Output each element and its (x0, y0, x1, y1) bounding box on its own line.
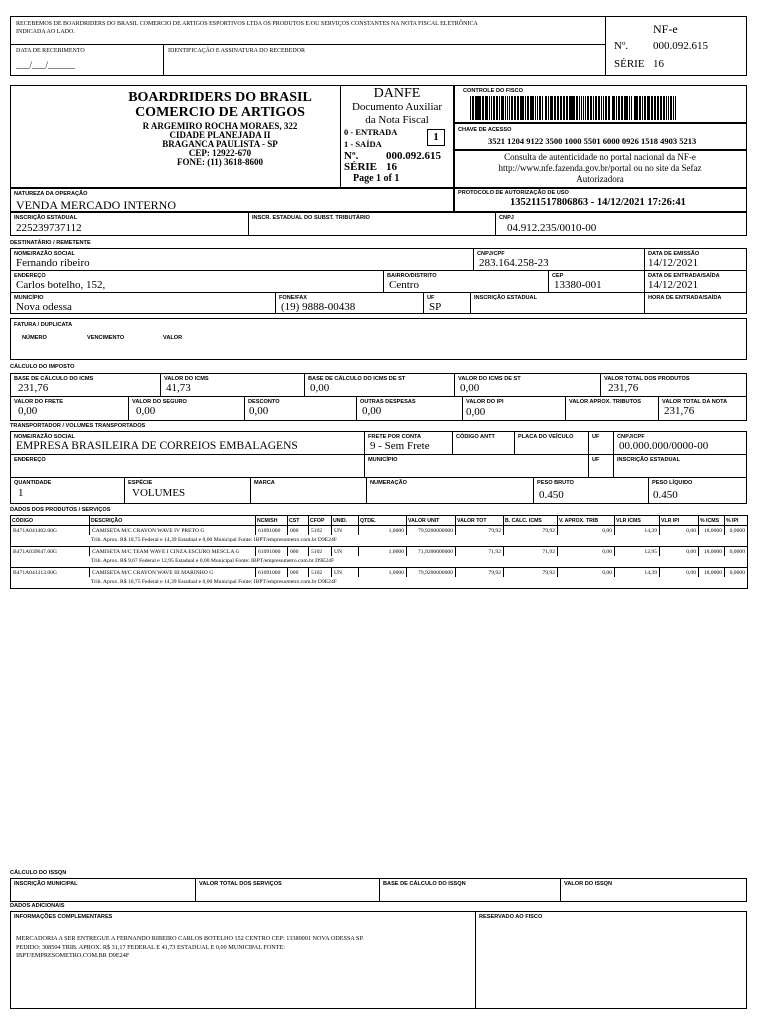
item-vicms: 14,39 (615, 526, 660, 536)
barcode-bar (668, 96, 669, 120)
divider (248, 212, 249, 236)
divider (160, 373, 161, 396)
col-header: % ICMS (699, 516, 725, 526)
issqn-v-label: VALOR DO ISSQN (564, 881, 613, 887)
col-header: VLR ICMS (615, 516, 660, 526)
item-vipi: 0,00 (660, 526, 699, 536)
issqn-section: CÁLCULO DO ISSQN (10, 870, 67, 876)
barcode-bar (593, 96, 594, 120)
transp-especie-label: ESPÉCIE (128, 480, 153, 486)
item-vtot: 71,92 (456, 547, 504, 557)
divider (275, 292, 276, 314)
canhoto-numero-label: Nº. (614, 40, 629, 52)
divider (128, 396, 129, 421)
dest-municipio-value: Nova odessa (16, 301, 72, 313)
transp-bruto-label: PESO BRUTO (537, 480, 574, 486)
seguro-label: VALOR DO SEGURO (132, 399, 187, 405)
item-cfop: 5102 (309, 568, 332, 578)
danfe-serie-label: SÉRIE (344, 161, 378, 173)
barcode-bar (576, 96, 578, 120)
divider (600, 373, 601, 396)
divider (644, 248, 645, 314)
item-unid: UN (332, 568, 359, 578)
barcode-bar (629, 96, 630, 120)
barcode-bar (514, 96, 516, 120)
dest-bairro-label: BAIRRO/DISTRITO (387, 273, 437, 279)
barcode-bar (525, 96, 526, 120)
item-pipi: 0,0000 (725, 547, 748, 557)
canhoto-serie: 16 (653, 58, 664, 70)
item-bcicms: 71,92 (504, 547, 558, 557)
transp-bruto-value: 0.450 (539, 489, 564, 501)
item-ibpt: Trib. Aprox. R$ 9,67 Federal e 12,95 Estadual e 0,00 Municipal Fonte: IBPT/empresometro.com.br D9E24F (11, 556, 748, 568)
divider (304, 373, 305, 396)
canhoto-text: RECEBEMOS DE BOARDRIDERS DO BRASIL COMERCIO DE ARTIGOS ESPORTIVOS LTDA OS PRODUTOS E/OU SERVIÇOS CONSTANTES NA NOTA FISCAL ELETRÔNICA INDICADA AO LADO. (16, 21, 478, 35)
transp-uf2-label: UF (592, 457, 600, 463)
produtos-header-row (11, 516, 748, 526)
protocolo-label: PROTOCOLO DE AUTORIZAÇÃO DE USO (458, 190, 569, 196)
divider (560, 878, 561, 902)
fatura-valor: VALOR (163, 335, 183, 341)
data-recebimento-label: DATA DE RECEBIMENTO (16, 48, 85, 54)
v-prod-value: 231,76 (608, 382, 639, 394)
emitente-nome-2: COMERCIO DE ARTIGOS (135, 105, 305, 120)
col-header: VALOR TOT (456, 516, 504, 526)
table-row-ibpt (11, 556, 748, 568)
transp-qtd-value: 1 (18, 487, 24, 499)
barcode-bar (608, 96, 610, 120)
total-value: 231,76 (664, 405, 695, 417)
barcode-bar (622, 96, 623, 120)
barcode-bar (599, 96, 600, 120)
transp-frete-value: 9 - Sem Frete (370, 440, 430, 452)
divider (565, 396, 566, 421)
barcode-bar (648, 96, 650, 120)
transp-liquido-label: PESO LÍQUIDO (652, 480, 693, 486)
item-picms: 18,0000 (699, 547, 725, 557)
produtos-table (10, 515, 748, 589)
barcode-bar (590, 96, 592, 120)
imposto-section: CÁLCULO DO IMPOSTO (10, 364, 75, 370)
ipi-label: VALOR DO IPI (466, 399, 504, 405)
danfe-sub-2: da Nota Fiscal (365, 114, 429, 126)
emitente-cidade: BRAGANCA PAULISTA - SP (162, 139, 278, 149)
divider (548, 270, 549, 292)
barcode-bar (603, 96, 604, 120)
canhoto-numero: 000.092.615 (653, 40, 708, 52)
item-vtot: 79,92 (456, 526, 504, 536)
dest-fone-label: FONE/FAX (279, 295, 307, 301)
info-line-1: MERCADORIA A SER ENTREGUE A FERNANDO RIBEIRO CARLOS BOTELHO 152 CENTRO CEP: 13380001 NOVA ODESSA SP. (16, 935, 364, 942)
barcode-bar (619, 96, 620, 120)
barcode-bar (499, 96, 500, 120)
barcode-bar (670, 96, 672, 120)
barcode-bar (507, 96, 508, 120)
fatura-numero: NÚMERO (22, 335, 47, 341)
natureza-label: NATUREZA DA OPERAÇÃO (14, 191, 88, 197)
item-bcicms: 79,92 (504, 568, 558, 578)
natureza-value: VENDA MERCADO INTERNO (16, 198, 176, 212)
item-vipi: 0,00 (660, 568, 699, 578)
danfe-entrada: 0 - ENTRADA (344, 127, 398, 137)
barcode-bar (651, 96, 653, 120)
barcode-bar (537, 96, 538, 120)
cnpj-value: 04.912.235/0010-00 (507, 222, 597, 234)
divider (454, 373, 455, 396)
item-codigo: B471A041313.00G (11, 568, 90, 578)
dest-uf-label: UF (427, 295, 435, 301)
barcode-bar (535, 96, 536, 120)
item-pipi: 0,0000 (725, 526, 748, 536)
danfe-numero-label: Nº. (344, 150, 359, 162)
ie-st-label: INSCR. ESTADUAL DO SUBST. TRIBUTÁRIO (252, 215, 370, 221)
table-row (11, 526, 748, 536)
info-label: INFORMAÇÕES COMPLEMENTARES (14, 914, 113, 920)
item-vicms: 14,39 (615, 568, 660, 578)
transp-frete-label: FRETE POR CONTA (368, 434, 422, 440)
canhoto-serie-label: SÉRIE (614, 58, 645, 70)
frete-label: VALOR DO FRETE (14, 399, 63, 405)
barcode-bar (470, 96, 471, 120)
col-header: CÓDIGO (11, 516, 90, 526)
destinatario-box (10, 248, 747, 314)
adicionais-box (10, 911, 747, 1009)
danfe-title: DANFE (373, 86, 421, 101)
barcode-bar (636, 96, 637, 120)
issqn-vserv-label: VALOR TOTAL DOS SERVIÇOS (199, 881, 282, 887)
barcode-bar (601, 96, 602, 120)
item-ncm: 61091000 (256, 547, 288, 557)
item-picms: 18,0000 (699, 568, 725, 578)
destinatario-section: DESTINATÁRIO / REMETENTE (10, 240, 91, 246)
dest-nome-value: Fernando ribeiro (16, 257, 90, 269)
item-unid: UN (332, 547, 359, 557)
transp-antt-label: CÓDIGO ANTT (456, 434, 495, 440)
divider (648, 477, 649, 504)
item-cst: 000 (288, 526, 309, 536)
issqn-im-label: INSCRIÇÃO MUNICIPAL (14, 881, 78, 887)
v-st-value: 0,00 (460, 382, 480, 394)
barcode (470, 96, 740, 120)
item-aprox: 0,00 (558, 547, 615, 557)
divider (10, 44, 606, 45)
divider (383, 270, 384, 292)
item-bcicms: 79,92 (504, 526, 558, 536)
chave-value: 3521 1204 9122 3500 1000 5501 6000 0926 1518 4903 5213 (488, 136, 697, 146)
danfe-saida: 1 - SAÍDA (344, 139, 382, 149)
danfe-numero: 000.092.615 (386, 150, 441, 162)
dest-fone-value: (19) 9888-00438 (281, 301, 356, 313)
item-ibpt: Trib. Aprox. R$ 10,75 Federal e 14,39 Estadual e 0,00 Municipal Fonte: IBPT/empresometro.com.br D9E24F (11, 577, 748, 589)
transp-nome-value: EMPRESA BRASILEIRA DE CORREIOS EMBALAGENS (16, 440, 298, 452)
divider (588, 431, 589, 477)
produtos-section: DADOS DOS PRODUTOS / SERVIÇOS (10, 507, 111, 513)
table-row (11, 568, 748, 578)
transp-liquido-value: 0.450 (653, 489, 678, 501)
bc-st-label: BASE DE CÁLCULO DO ICMS DE ST (308, 376, 406, 382)
barcode-bar (528, 96, 529, 120)
divider (356, 396, 357, 421)
transp-cnpj-value: 00.000.000/0000-00 (619, 440, 709, 452)
aprox-label: VALOR APROX. TRIBUTOS (569, 399, 641, 405)
col-header: B. CALC. ICMS (504, 516, 558, 526)
dest-endereco-value: Carlos botelho, 152, (16, 279, 106, 291)
divider (658, 396, 659, 421)
divider (379, 878, 380, 902)
table-row (11, 547, 748, 557)
desconto-label: DESCONTO (248, 399, 280, 405)
item-qtde: 1,0000 (359, 526, 407, 536)
divider (462, 396, 463, 421)
barcode-bar (631, 96, 632, 120)
v-icms-value: 41,73 (166, 382, 191, 394)
dest-cep-label: CEP (552, 273, 564, 279)
divider (470, 292, 471, 314)
divider (244, 396, 245, 421)
barcode-bar (606, 96, 607, 120)
col-header: QTDE. (359, 516, 407, 526)
divider (514, 431, 515, 454)
col-header: DESCRIÇÃO (90, 516, 256, 526)
item-vtot: 79,92 (456, 568, 504, 578)
col-header: NCM/SH (256, 516, 288, 526)
divider (613, 431, 614, 477)
table-row-ibpt (11, 535, 748, 547)
dest-cep-value: 13380-001 (554, 279, 602, 291)
barcode-bar (560, 96, 561, 120)
item-pipi: 0,0000 (725, 568, 748, 578)
transp-cnpj-label: CNPJ/CPF (617, 434, 645, 440)
divider (452, 431, 453, 454)
col-header: VLR IPI (660, 516, 699, 526)
col-header: VALOR UNIT (407, 516, 456, 526)
bc-st-value: 0,00 (310, 382, 330, 394)
v-st-label: VALOR DO ICMS DE ST (458, 376, 521, 382)
item-codigo: B471A039647.00G (11, 547, 90, 557)
item-cfop: 5102 (309, 547, 332, 557)
danfe-pagina: Page 1 of 1 (353, 173, 400, 184)
divider (10, 454, 747, 455)
col-header: V. APROX. TRIB (558, 516, 615, 526)
emitente-nome-1: BOARDRIDERS DO BRASIL (128, 90, 312, 105)
protocolo-value: 135211517806863 - 14/12/2021 17:26:41 (510, 197, 686, 208)
item-ibpt: Trib. Aprox. R$ 10,75 Federal e 14,39 Estadual e 0,00 Municipal Fonte: IBPT/empresometro.com.br D9E24F (11, 535, 748, 547)
fatura-vencimento: VENCIMENTO (87, 335, 125, 341)
barcode-bar (675, 96, 676, 120)
emitente-bairro: CIDADE PLANEJADA II (169, 130, 271, 140)
transp-qtd-label: QUANTIDADE (14, 480, 52, 486)
divider (473, 248, 474, 270)
desconto-value: 0,00 (249, 405, 269, 417)
dest-emissao-label: DATA DE EMISSÃO (648, 251, 700, 257)
divider (364, 431, 365, 477)
dest-municipio-label: MUNICÍPIO (14, 295, 44, 301)
item-vunit: 79,9200000000 (407, 526, 456, 536)
frete-value: 0,00 (18, 405, 38, 417)
divider (195, 878, 196, 902)
outras-value: 0,00 (362, 405, 382, 417)
danfe-tipo-box: 1 (427, 129, 445, 146)
divider (533, 477, 534, 504)
ie-label: INSCRIÇÃO ESTADUAL (14, 215, 77, 221)
dest-ie-label: INSCRIÇÃO ESTADUAL (474, 295, 537, 301)
item-descricao: CAMISETA M/C CRAYON WAVE IV PRETO G (90, 526, 256, 536)
dest-uf-value: SP (429, 301, 442, 313)
item-descricao: CAMISETA M/C CRAYON WAVE III MARINHO G (90, 568, 256, 578)
item-descricao: CAMISETA M/C TEAM WAVE I CINZA ESCURO MESCLA G (90, 547, 256, 557)
chave-label: CHAVE DE ACESSO (458, 127, 512, 133)
barcode-bar (542, 96, 543, 120)
item-cst: 000 (288, 568, 309, 578)
dest-bairro-value: Centro (389, 279, 419, 291)
item-unid: UN (332, 526, 359, 536)
item-cfop: 5102 (309, 526, 332, 536)
barcode-bar (505, 96, 506, 120)
transp-especie-value: VOLUMES (132, 487, 186, 499)
cnpj-label: CNPJ (499, 215, 514, 221)
identificacao-label: IDENTIFICAÇÃO E ASSINATURA DO RECEBEDOR (168, 48, 306, 54)
barcode-bar (583, 96, 584, 120)
controle-fisco-label: CONTROLE DO FISCO (463, 88, 523, 94)
item-qtde: 1,0000 (359, 568, 407, 578)
barcode-bar (496, 96, 498, 120)
dest-emissao-value: 14/12/2021 (648, 257, 699, 269)
col-header: UNID. (332, 516, 359, 526)
transp-marca-label: MARCA (254, 480, 275, 486)
emitente-fone: FONE: (11) 3618-8600 (177, 157, 263, 167)
ie-row-box (10, 212, 747, 236)
v-icms-label: VALOR DO ICMS (164, 376, 209, 382)
item-vunit: 71,9200000000 (407, 547, 456, 557)
dest-entrada-value: 14/12/2021 (648, 279, 699, 291)
item-cst: 000 (288, 547, 309, 557)
transp-uf-label: UF (592, 434, 600, 440)
divider (495, 212, 496, 236)
item-vunit: 79,9200000000 (407, 568, 456, 578)
item-ncm: 61091000 (256, 526, 288, 536)
table-row-ibpt (11, 577, 748, 589)
adicionais-section: DADOS ADICIONAIS (10, 903, 65, 909)
barcode-bar (545, 96, 547, 120)
danfe-sub-1: Documento Auxiliar (351, 101, 443, 113)
canhoto-nfe-label: NF-e (653, 22, 678, 36)
divider (605, 16, 606, 76)
divider (250, 477, 251, 504)
transportador-section: TRANSPORTADOR / VOLUMES TRANSPORTADOS (10, 423, 146, 429)
divider (10, 292, 747, 293)
divider (475, 911, 476, 1009)
transp-endereco-label: ENDEREÇO (14, 457, 46, 463)
transp-municipio-label: MUNICÍPIO (368, 457, 398, 463)
transp-numeracao-label: NUMERAÇÃO (370, 480, 407, 486)
barcode-bar (554, 96, 556, 120)
divider (10, 396, 747, 397)
barcode-bar (654, 96, 655, 120)
divider (10, 477, 747, 478)
info-line-2: PEDIDO: 308504 TRIB. APROX. R$ 31,17 FEDERAL E 41,73 ESTADUAL E 0,00 MUNICIPAL FONTE: (16, 944, 286, 951)
item-aprox: 0,00 (558, 526, 615, 536)
col-header: CST (288, 516, 309, 526)
transp-ie-label: INSCRIÇÃO ESTADUAL (617, 457, 680, 463)
danfe-serie: 16 (386, 161, 397, 173)
divider (10, 270, 747, 271)
bc-icms-value: 231,76 (18, 382, 49, 394)
fisco-label: RESERVADO AO FISCO (479, 914, 543, 920)
bc-icms-label: BASE DE CÁLCULO DO ICMS (14, 376, 94, 382)
dest-cpf-label: CNPJ/CPF (477, 251, 505, 257)
dest-hora-label: HORA DE ENTRADA/SAÍDA (648, 295, 722, 301)
item-qtde: 1,0000 (359, 547, 407, 557)
barcode-bar (512, 96, 513, 120)
barcode-bar (573, 96, 574, 120)
barcode-bar (557, 96, 559, 120)
col-header: CFOP (309, 516, 332, 526)
issqn-bc-label: BASE DE CÁLCULO DO ISSQN (383, 881, 466, 887)
barcode-bar (482, 96, 484, 120)
data-recebimento-value[interactable]: ___/___/______ (16, 60, 76, 70)
v-prod-label: VALOR TOTAL DOS PRODUTOS (604, 376, 690, 382)
divider (124, 477, 125, 504)
barcode-bar (658, 96, 659, 120)
outras-label: OUTRAS DESPESAS (360, 399, 416, 405)
transp-nome-label: NOME/RAZÃO SOCIAL (14, 434, 75, 440)
barcode-bar (509, 96, 510, 120)
divider (366, 477, 367, 504)
barcode-bar (564, 96, 565, 120)
dest-nome-label: NOME/RAZÃO SOCIAL (14, 251, 75, 257)
dest-entrada-label: DATA DE ENTRADA/SAÍDA (648, 273, 720, 279)
dest-endereco-label: ENDEREÇO (14, 273, 46, 279)
divider (163, 44, 164, 76)
barcode-bar (639, 96, 641, 120)
item-vicms: 12,95 (615, 547, 660, 557)
barcode-bar (581, 96, 582, 120)
item-ncm: 61091000 (256, 568, 288, 578)
barcode-bar (489, 96, 490, 120)
emitente-cep: CEP: 12922-670 (188, 148, 252, 158)
col-header: % IPI (725, 516, 748, 526)
item-picms: 18,0000 (699, 526, 725, 536)
seguro-value: 0,00 (136, 405, 156, 417)
dest-cpf-value: 283.164.258-23 (479, 257, 549, 269)
consulta-text: Consulta de autenticidade no portal nacional da NF-e http://www.nfe.fazenda.gov.br/portal ou no site da Sefaz Autorizadora (498, 152, 702, 184)
emitente-endereco: R ARGEMIRO ROCHA MORAES, 322 (142, 121, 298, 131)
ipi-value: 0,00 (466, 406, 486, 418)
fatura-label: FATURA / DUPLICATA (14, 322, 73, 328)
ie-value: 225239737112 (16, 222, 82, 234)
transp-placa-label: PLACA DO VEÍCULO (518, 434, 574, 440)
info-line-3: IBPT/EMPRESOMETRO.COM.BR D9E24F (16, 952, 130, 959)
divider (423, 292, 424, 314)
item-codigo: B471A041402.00G (11, 526, 90, 536)
item-aprox: 0,00 (558, 568, 615, 578)
total-label: VALOR TOTAL DA NOTA (662, 399, 728, 405)
barcode-bar (486, 96, 487, 120)
barcode-bar (479, 96, 480, 120)
item-vipi: 0,00 (660, 547, 699, 557)
